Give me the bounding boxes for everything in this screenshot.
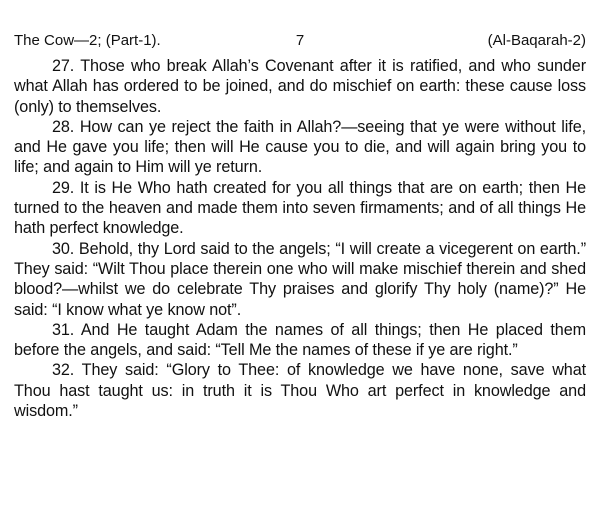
verse-text: Those who break Allah’s Covenant after it is ratified, and who sunder what Allah has ordered to be joined, and do mischief on earth: these cause loss (only) to themselves. bbox=[14, 57, 586, 116]
verse-number: 28. bbox=[52, 117, 75, 136]
verse-27 bbox=[14, 56, 586, 117]
verse-number: 32. bbox=[52, 361, 75, 380]
verse-text: And He taught Adam the names of all things; then He placed them before the angels, and said: “Tell Me the names of these if ye are right.” bbox=[14, 320, 586, 360]
verse-number: 29. bbox=[52, 178, 75, 197]
verse-list bbox=[14, 56, 586, 421]
verse-text: They said: “Glory to Thee: of knowledge we have none, save what Thou hast taught us: in truth it is Thou Who art perfect in knowledge and wisdom.” bbox=[14, 361, 586, 421]
verse-text: It is He Who hath created for you all things that are on earth; then He turned to the heaven and made them into seven firmaments; and of all things He hath perfect knowledge. bbox=[14, 178, 586, 238]
verse-29 bbox=[14, 178, 586, 239]
verse-32 bbox=[14, 360, 586, 421]
verse-number: 30. bbox=[52, 239, 75, 258]
verse-28 bbox=[14, 117, 586, 178]
chapter-title: The Cow—2; (Part-1). bbox=[14, 32, 161, 49]
verse-number: 31. bbox=[52, 320, 75, 339]
page-number: 7 bbox=[295, 32, 305, 49]
verse-31 bbox=[14, 320, 586, 361]
page-header bbox=[14, 30, 586, 52]
verse-text: How can ye reject the faith in Allah?—seeing that ye were without life, and He gave you life; then will He cause you to die, and will again bring you to life; and again to Him will ye return. bbox=[14, 117, 586, 177]
surah-name: (Al-Baqarah-2) bbox=[487, 32, 586, 49]
verse-text: Behold, thy Lord said to the angels; “I will create a vicegerent on earth.” They said: “Wilt Thou place therein one who will make mischief therein and shed blood?—whilst we do celebrate Thy praises and glorify Thy holy (name)?” He said: “I know what ye know not”. bbox=[14, 239, 586, 319]
verse-number: 27. bbox=[52, 57, 75, 75]
verse-30 bbox=[14, 239, 586, 320]
